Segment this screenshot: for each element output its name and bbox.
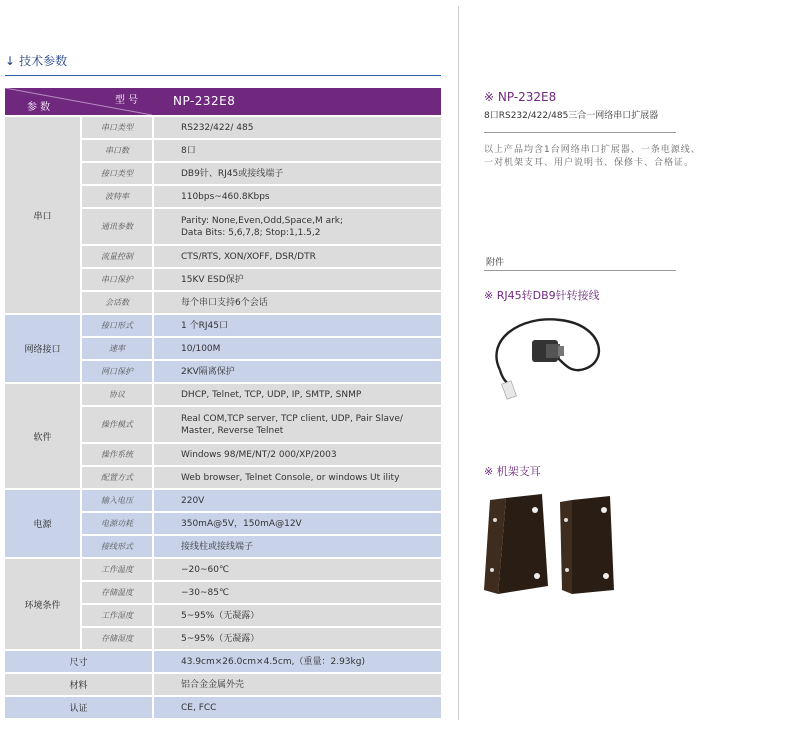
- row-label: 工作湿度: [82, 605, 152, 626]
- spec-table: [5, 88, 441, 718]
- table-row: [82, 338, 441, 359]
- down-arrow-icon: ↓: [5, 54, 16, 68]
- row-value: Windows 98/ME/NT/2 000/XP/2003: [154, 444, 441, 465]
- spec-group: [5, 557, 441, 649]
- row-value: 接线柱或接线端子: [154, 536, 441, 557]
- product-divider: [484, 132, 676, 133]
- row-label: 流量控制: [82, 246, 152, 267]
- row-value: RS232/422/ 485: [154, 117, 441, 138]
- row-label: 会话数: [82, 292, 152, 313]
- row-value: 2KV隔离保护: [154, 361, 441, 382]
- group-name: 串口: [5, 117, 80, 313]
- row-label: 操作模式: [82, 407, 152, 442]
- accessories-label: 附件: [486, 258, 505, 268]
- row-value: 5~95%（无凝露）: [154, 628, 441, 649]
- table-row: [82, 209, 441, 244]
- accessories-divider: [484, 270, 676, 271]
- cable-title: ※ RJ45转DB9针转接线: [484, 289, 600, 302]
- table-row: [82, 269, 441, 290]
- table-row: [5, 674, 441, 695]
- row-label: 接线形式: [82, 536, 152, 557]
- row-value: DHCP, Telnet, TCP, UDP, IP, SMTP, SNMP: [154, 384, 441, 405]
- table-row: [5, 651, 441, 672]
- row-label: 配置方式: [82, 467, 152, 488]
- row-value: −20~60℃: [154, 559, 441, 580]
- group-name: 网络接口: [5, 315, 80, 382]
- row-label: 存储湿度: [82, 628, 152, 649]
- row-value: 1 个RJ45口: [154, 315, 441, 336]
- row-value: 10/100M: [154, 338, 441, 359]
- product-title: ※ NP-232E8: [484, 90, 557, 104]
- spec-group: [5, 382, 441, 488]
- spec-group: [5, 488, 441, 557]
- row-value: 5~95%（无凝露）: [154, 605, 441, 626]
- row-label: 协议: [82, 384, 152, 405]
- row-label: 串口保护: [82, 269, 152, 290]
- row-label: 串口类型: [82, 117, 152, 138]
- row-label: 接口形式: [82, 315, 152, 336]
- table-row: [82, 315, 441, 336]
- table-header: [5, 88, 441, 115]
- table-row: [82, 117, 441, 138]
- rj45-db9-cable-image: [480, 310, 605, 405]
- row-value-line: Parity: None,Even,Odd,Space,M ark;: [181, 215, 344, 226]
- row-value: Web browser, Telnet Console, or windows Ut ility: [154, 467, 441, 488]
- row-value: −30~85℃: [154, 582, 441, 603]
- row-value: 15KV ESD保护: [154, 269, 441, 290]
- row-label: 网口保护: [82, 361, 152, 382]
- row-label: 串口数: [82, 140, 152, 161]
- row-value-line: Real COM,TCP server, TCP client, UDP, Pair Slave/: [181, 413, 403, 424]
- header-model-label: 型 号: [115, 95, 139, 106]
- row-label: 尺寸: [5, 651, 152, 672]
- row-value: [154, 407, 441, 442]
- header-param-label: 参 数: [27, 102, 51, 113]
- table-row: [82, 605, 441, 626]
- row-value: CE, FCC: [154, 697, 441, 718]
- table-row: [82, 292, 441, 313]
- row-label: 速率: [82, 338, 152, 359]
- table-row: [82, 361, 441, 382]
- row-value: 43.9cm×26.0cm×4.5cm,（重量：2.93kg): [154, 651, 441, 672]
- row-value-line: Master, Reverse Telnet: [181, 425, 284, 436]
- table-row: [82, 628, 441, 649]
- row-value: CTS/RTS, XON/XOFF, DSR/DTR: [154, 246, 441, 267]
- table-row: [82, 186, 441, 207]
- section-heading: [5, 52, 67, 69]
- table-row: [82, 163, 441, 184]
- table-row: [82, 536, 441, 557]
- group-name: 电源: [5, 490, 80, 557]
- row-label: 接口类型: [82, 163, 152, 184]
- row-label: 认证: [5, 697, 152, 718]
- row-value: 铝合金金属外壳: [154, 674, 441, 695]
- spec-group: [5, 313, 441, 382]
- row-value: 220V: [154, 490, 441, 511]
- row-value: 每个串口支持6个会话: [154, 292, 441, 313]
- row-label: 工作温度: [82, 559, 152, 580]
- row-label: 电源功耗: [82, 513, 152, 534]
- table-row: [82, 246, 441, 267]
- group-name: 软件: [5, 384, 80, 488]
- row-label: 波特率: [82, 186, 152, 207]
- section-title: 技术参数: [19, 54, 68, 68]
- product-description: 以上产品均含1台网络串口扩展器、一条电源线、一对机架支耳、用户说明书、保修卡、合格证。: [484, 145, 701, 168]
- row-label: 材料: [5, 674, 152, 695]
- row-label: 操作系统: [82, 444, 152, 465]
- table-row: [82, 490, 441, 511]
- row-label: 通讯参数: [82, 209, 152, 244]
- table-row: [82, 407, 441, 442]
- product-subtitle: 8口RS232/422/485三合一网络串口扩展器: [484, 111, 659, 121]
- table-row: [82, 559, 441, 580]
- table-row: [82, 513, 441, 534]
- table-row: [5, 697, 441, 718]
- table-row: [82, 140, 441, 161]
- column-divider: [458, 6, 459, 720]
- row-value: 8口: [154, 140, 441, 161]
- row-label: 存储温度: [82, 582, 152, 603]
- bracket-title: ※ 机架支耳: [484, 465, 541, 478]
- table-row: [82, 582, 441, 603]
- group-name: 环境条件: [5, 559, 80, 649]
- row-value: 350mA@5V，150mA@12V: [154, 513, 441, 534]
- row-value: [154, 209, 441, 244]
- section-divider: [5, 75, 441, 76]
- table-row: [82, 384, 441, 405]
- header-model-value: NP-232E8: [173, 94, 236, 108]
- spec-group: [5, 115, 441, 313]
- row-value: DB9针、RJ45或接线端子: [154, 163, 441, 184]
- table-row: [82, 444, 441, 465]
- row-value: 110bps~460.8Kbps: [154, 186, 441, 207]
- rack-bracket-image: [480, 490, 630, 600]
- table-row: [82, 467, 441, 488]
- row-value-line: Data Bits: 5,6,7,8; Stop:1,1.5,2: [181, 227, 321, 238]
- row-label: 输入电压: [82, 490, 152, 511]
